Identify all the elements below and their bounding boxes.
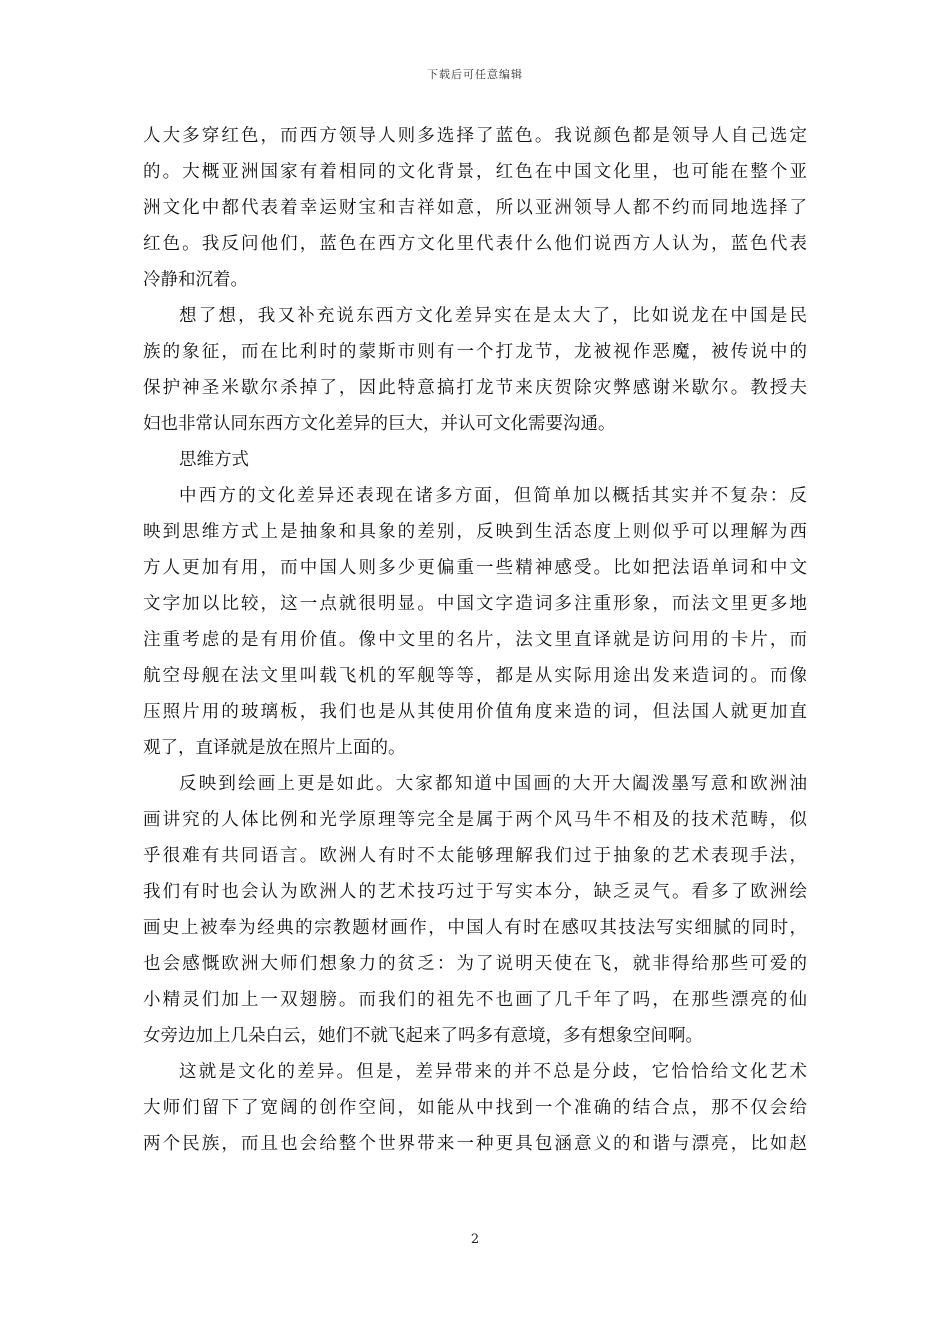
text-line: 冷静和沉着。 xyxy=(143,270,248,290)
text-line: 洲文化中都代表着幸运财宝和吉祥如意，所以亚洲领导人都不约而同地选择了 xyxy=(143,198,807,218)
text-line: 思维方式 xyxy=(179,450,249,470)
text-line: 小精灵们加上一双翅膀。而我们的祖先不也画了几千年了吗，在那些漂亮的仙 xyxy=(143,990,807,1010)
text-line: 人大多穿红色，而西方领导人则多选择了蓝色。我说颜色都是领导人自己选定 xyxy=(143,126,807,146)
text-line: 两个民族，而且也会给整个世界带来一种更具包涵意义的和谐与漂亮，比如赵 xyxy=(143,1134,807,1154)
text-line: 族的象征，而在比利时的蒙斯市则有一个打龙节，龙被视作恶魔，被传说中的 xyxy=(143,342,807,362)
text-line: 保护神圣米歇尔杀掉了，因此特意搞打龙节来庆贺除灾弊感谢米歇尔。教授夫 xyxy=(143,378,807,398)
text-line: 方人更加有用，而中国人则多少更偏重一些精神感受。比如把法语单词和中文 xyxy=(143,558,807,578)
text-line: 也会感慨欧洲大师们想象力的贫乏：为了说明天使在飞，就非得给那些可爱的 xyxy=(143,954,807,974)
text-line: 画史上被奉为经典的宗教题材画作，中国人有时在感叹其技法写实细腻的同时， xyxy=(143,918,807,938)
text-line: 观了，直译就是放在照片上面的。 xyxy=(143,738,406,758)
text-line: 女旁边加上几朵白云，她们不就飞起来了吗多有意境，多有想象空间啊。 xyxy=(143,1026,703,1046)
text-line: 航空母舰在法文里叫载飞机的军舰等等，都是从实际用途出发来造词的。而像 xyxy=(143,666,807,686)
document-body xyxy=(143,118,807,1162)
paragraph xyxy=(143,478,807,766)
text-line: 反映到绘画上更是如此。大家都知道中国画的大开大阖泼墨写意和欧洲油 xyxy=(179,774,807,794)
text-line: 映到思维方式上是抽象和具象的差别，反映到生活态度上则似乎可以理解为西 xyxy=(143,522,807,542)
text-line: 想了想，我又补充说东西方文化差异实在是太大了，比如说龙在中国是民 xyxy=(179,306,807,326)
paragraph xyxy=(143,766,807,1054)
text-line: 大师们留下了宽阔的创作空间，如能从中找到一个准确的结合点，那不仅会给 xyxy=(143,1098,807,1118)
text-line: 乎很难有共同语言。欧洲人有时不太能够理解我们过于抽象的艺术表现手法， xyxy=(143,846,807,866)
text-line: 妇也非常认同东西方文化差异的巨大，并认可文化需要沟通。 xyxy=(143,414,616,434)
page-number: 2 xyxy=(470,1232,480,1247)
text-line: 的。大概亚洲国家有着相同的文化背景，红色在中国文化里，也可能在整个亚 xyxy=(143,162,807,182)
text-line: 这就是文化的差异。但是，差异带来的并不总是分歧，它恰恰给文化艺术 xyxy=(179,1062,807,1082)
text-line: 红色。我反问他们，蓝色在西方文化里代表什么他们说西方人认为，蓝色代表 xyxy=(143,234,807,254)
paragraph xyxy=(143,118,807,298)
text-line: 中西方的文化差异还表现在诸多方面，但简单加以概括其实并不复杂：反 xyxy=(179,486,807,506)
text-line: 压照片用的玻璃板，我们也是从其使用价值角度来造的词，但法国人就更加直 xyxy=(143,702,807,722)
section-heading xyxy=(143,442,807,478)
text-line: 文字加以比较，这一点就很明显。中国文字造词多注重形象，而法文里更多地 xyxy=(143,594,807,614)
page-header: 下载后可任意编辑 xyxy=(427,68,523,81)
text-line: 画讲究的人体比例和光学原理等完全是属于两个风马牛不相及的技术范畴，似 xyxy=(143,810,807,830)
text-line: 注重考虑的是有用价值。像中文里的名片，法文里直译就是访问用的卡片，而 xyxy=(143,630,807,650)
paragraph xyxy=(143,298,807,442)
text-line: 我们有时也会认为欧洲人的艺术技巧过于写实本分，缺乏灵气。看多了欧洲绘 xyxy=(143,882,807,902)
paragraph xyxy=(143,1054,807,1162)
